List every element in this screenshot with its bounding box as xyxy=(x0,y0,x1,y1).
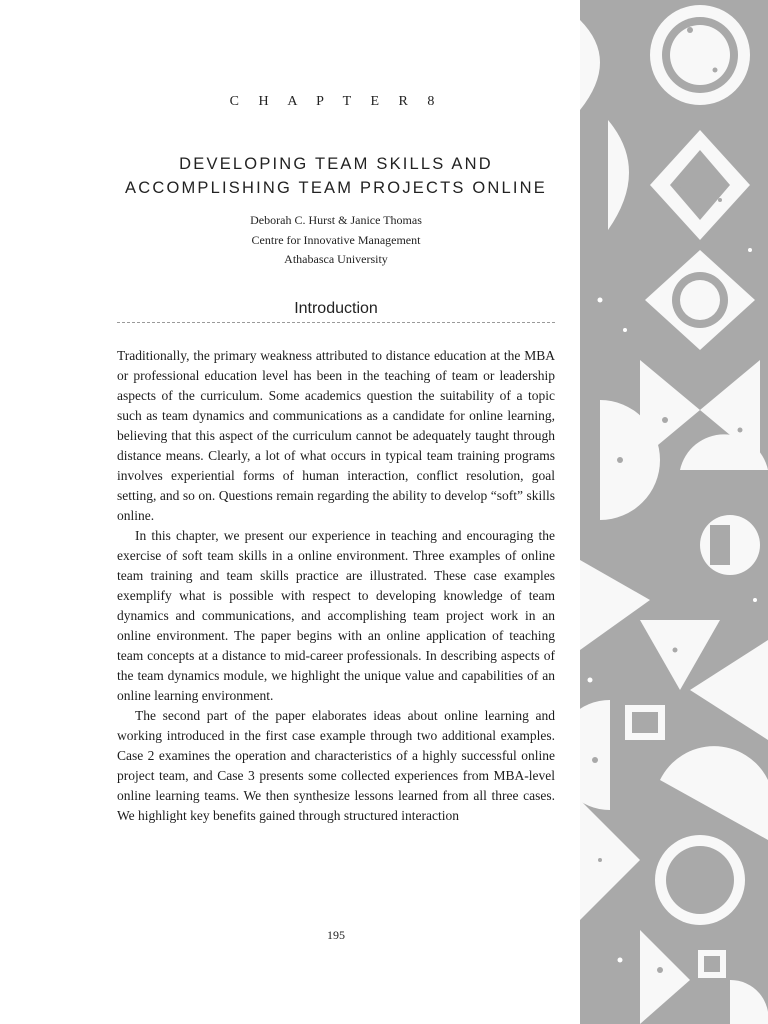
author-names: Deborah C. Hurst & Janice Thomas xyxy=(250,213,422,227)
paragraph: The second part of the paper elaborates ideas about online learning and working introduced in the first case example through two additional examples. Case 2 examines the operation and characteristics of a highly successful online project team, and Case 3 presents some collected experiences from MBA-level online learning teams. We then synthesize lessons learned from all three cases. We highlight key benefits gained through structured interaction xyxy=(117,708,555,823)
chapter-title-line-1: DEVELOPING TEAM SKILLS AND xyxy=(179,155,493,173)
section-heading: Introduction xyxy=(294,300,378,317)
author-block xyxy=(0,211,672,270)
author-institution: Athabasca University xyxy=(284,252,388,266)
chapter-title-line-2: ACCOMPLISHING TEAM PROJECTS ONLINE xyxy=(125,179,547,197)
section-divider xyxy=(117,322,555,323)
paragraph: In this chapter, we present our experience in teaching and encouraging the exercise of soft team skills in a online environment. Three examples of online team training and team skills practice are illustrated. These case examples exemplify what is possible with respect to developing knowledge of team dynamics and communications, and accomplishing team project work in an online environment. The paper begins with an online application of teaching team concepts at a distance to mid-career professionals. In describing aspects of the team dynamics module, we highlight the unique value and capabilities of an online learning environment. xyxy=(117,528,555,703)
chapter-title xyxy=(90,152,582,200)
paragraph: Traditionally, the primary weakness attributed to distance education at the MBA or professional education level has been in the teaching of team or leadership aspects of the curriculum. Some academics question the suitability of a topic such as team dynamics and communications as a candidate for online learning, believing that this aspect of the curriculum cannot be adequately taught through distance means. Clearly, a lot of what occurs in typical team training programs involves experiential forms of human interaction, conflict resolution, goal setting, and so on. Questions remain regarding the ability to develop “soft” skills online. xyxy=(117,348,555,523)
stamped-shapes-graphic xyxy=(580,0,768,1024)
decorative-margin-pattern xyxy=(580,0,768,1024)
chapter-label: C H A P T E R 8 xyxy=(229,94,443,109)
page-number: 195 xyxy=(327,928,345,942)
body-text xyxy=(117,346,555,826)
author-affiliation: Centre for Innovative Management xyxy=(251,232,421,247)
